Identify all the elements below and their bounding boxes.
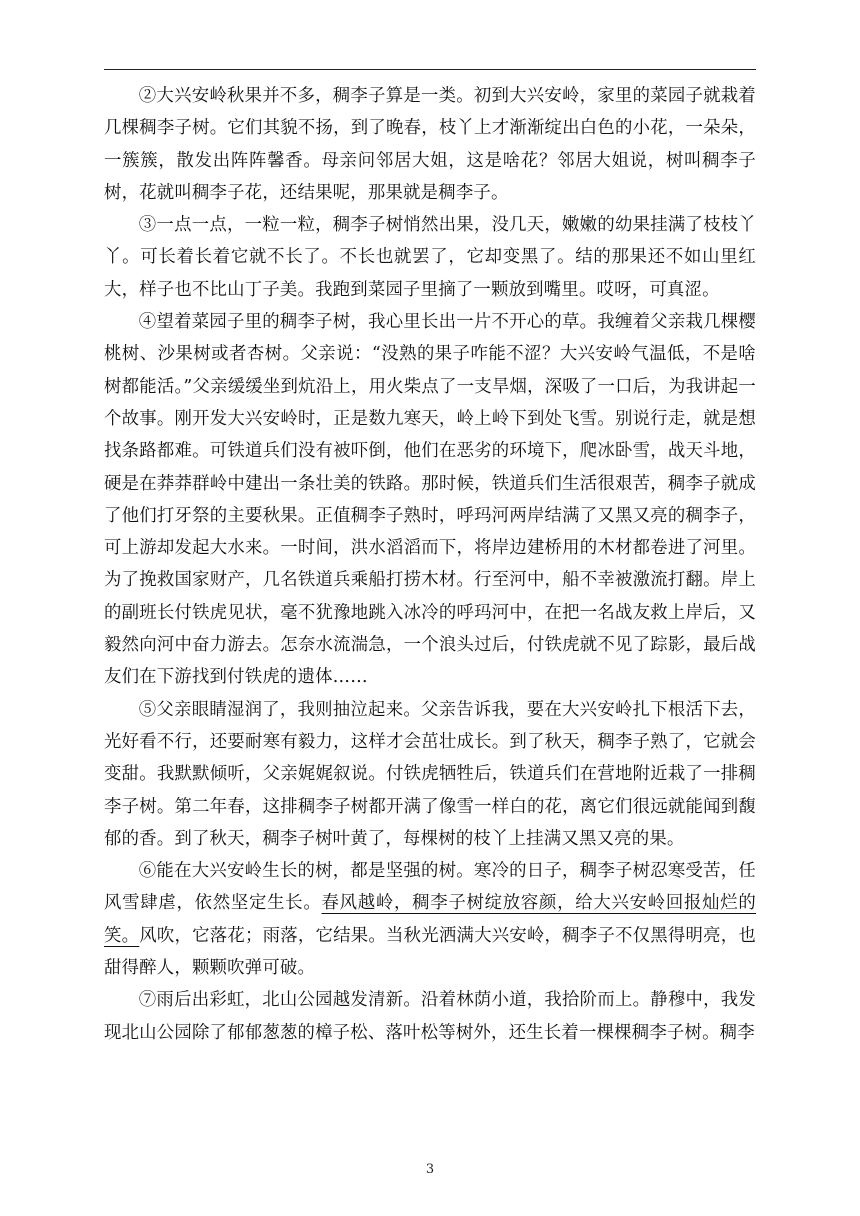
underlined-sentence: 春风越岭，稠李子树绽放容颜，给大兴安岭回报灿烂的笑。 (104, 893, 756, 946)
page-number: 3 (425, 1162, 435, 1177)
paragraph-6-after: 风吹，它落花；雨落，它结果。当秋光洒满大兴安岭，稠李子不仅黑得明亮，也甜得醉人，颗颗吹弹可破。 (104, 925, 756, 979)
paragraph-7: ⑦雨后出彩虹，北山公园越发清新。沿着林荫小道，我拾阶而上。静穆中，我发现北山公园除了郁郁葱葱的樟子松、落叶松等树外，还生长着一棵棵稠李子树。稠李 (104, 990, 756, 1043)
paragraph-5: ⑤父亲眼睛湿润了，我则抽泣起来。父亲告诉我，要在大兴安岭扎下根活下去，光好看不行，还要耐寒有毅力，这样才会茁壮成长。到了秋天，稠李子熟了，它就会变甜。我默默倾听，父亲娓娓叙说。付铁虎牺牲后，铁道兵们在营地附近栽了一排稠李子树。第二年春，这排稠李子树都开满了像雪一样白的花，离它们很远就能闻到馥郁的香。到了秋天，稠李子树叶黄了，每棵树的枝丫上挂满又黑又亮的果。 (104, 699, 756, 849)
paragraph-6-before: ⑥能在大兴安岭生长的树，都是坚强的树。寒冷的日子，稠李子树忍寒受苦，任风雪肆虐，依然坚定生长。 (104, 861, 756, 914)
paragraph-3: ③一点一点，一粒一粒，稠李子树悄然出果，没几天，嫩嫩的幼果挂满了枝枝丫丫。可长着长着它就不长了。不长也就罢了，它却变黑了。结的那果还不如山里红大，样子也不比山丁子美。我跑到菜园子里摘了一颗放到嘴里。哎呀，可真涩。 (104, 215, 756, 300)
paragraph-2: ②大兴安岭秋果并不多，稠李子算是一类。初到大兴安岭，家里的菜园子就栽着几棵稠李子树。它们其貌不扬，到了晚春，枝丫上才渐渐绽出白色的小花，一朵朵，一簇簇，散发出阵阵馨香。母亲问邻居大姐，这是啥花？邻居大姐说，树叫稠李子树，花就叫稠李子花，还结果呢，那果就是稠李子。 (104, 86, 756, 203)
paragraph-6 (104, 855, 756, 984)
header-rule (104, 69, 756, 70)
paragraph-4: ④望着菜园子里的稠李子树，我心里长出一片不开心的草。我缠着父亲栽几棵樱桃树、沙果树或者杏树。父亲说：“没熟的果子咋能不涩？大兴安岭气温低，不是啥树都能活。”父亲缓缓坐到炕沿上，用火柴点了一支旱烟，深吸了一口后，为我讲起一个故事。刚开发大兴安岭时，正是数九寒天，岭上岭下到处飞雪。别说行走，就是想找条路都难。可铁道兵们没有被吓倒，他们在恶劣的环境下，爬冰卧雪，战天斗地，硬是在莽莽群岭中建出一条壮美的铁路。那时候，铁道兵们生活很艰苦，稠李子就成了他们打牙祭的主要秋果。正值稠李子熟时，呼玛河两岸结满了又黑又亮的稠李子，可上游却发起大水来。一时间，洪水滔滔而下，将岸边建桥用的木材都卷进了河里。为了挽救国家财产，几名铁道兵乘船打捞木材。行至河中，船不幸被激流打翻。岸上的副班长付铁虎见状，毫不犹豫地跳入冰冷的呼玛河中，在把一名战友救上岸后，又毅然向河中奋力游去。怎奈水流湍急，一个浪头过后，付铁虎就不见了踪影，最后战友们在下游找到付铁虎的遗体…… (104, 312, 756, 688)
article-body (104, 80, 756, 1049)
